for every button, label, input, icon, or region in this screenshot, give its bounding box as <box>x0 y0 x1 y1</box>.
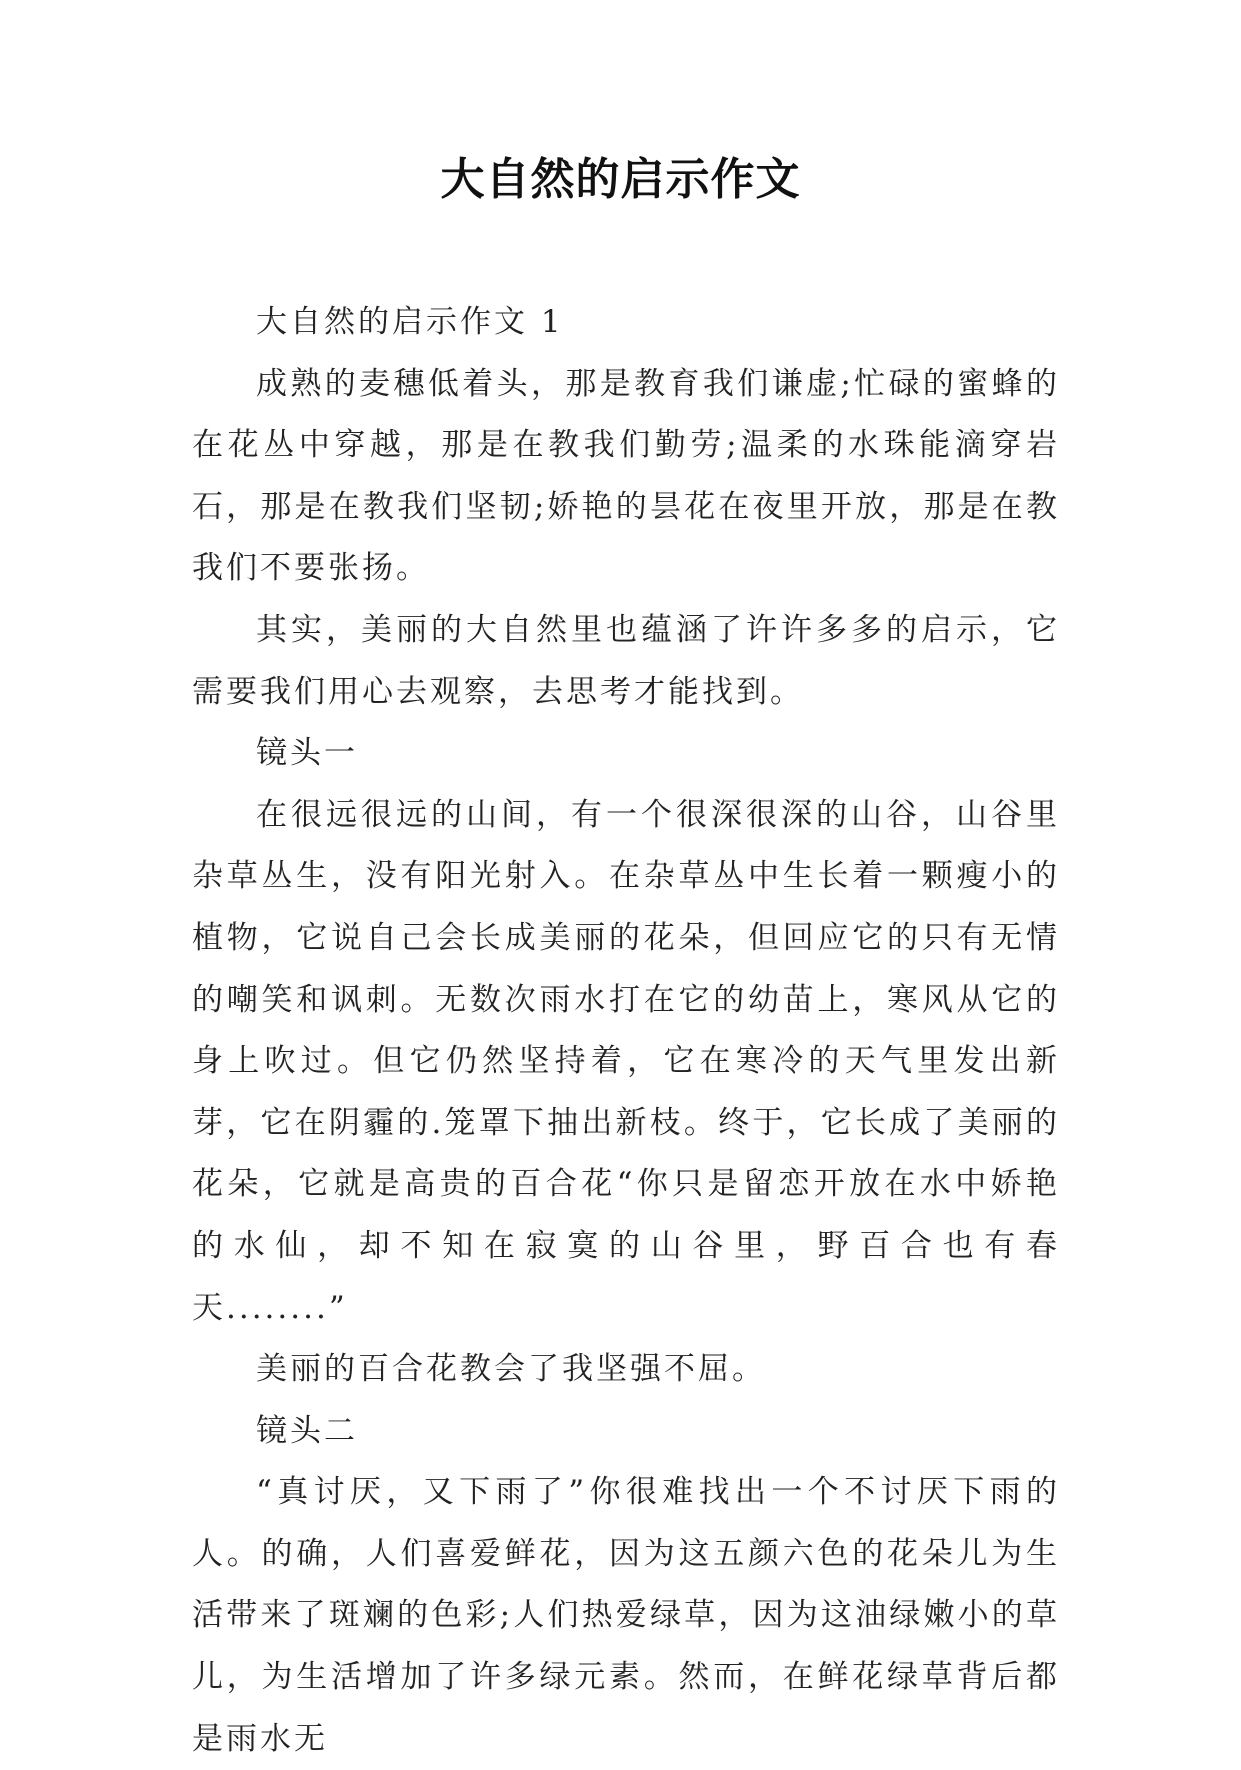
document-title: 大自然的启示作文 <box>440 154 801 205</box>
section-heading-scene-1: 镜头一 <box>256 735 358 772</box>
body-paragraph: 成熟的麦穗低着头，那是教育我们谦虚;忙碌的蜜蜂的在花丛中穿越，那是在教我们勤劳;温柔的水珠能滴穿岩石，那是在教我们坚韧;娇艳的昙花在夜里开放，那是在教我们不要张扬。 <box>192 365 1060 587</box>
body-paragraph: 其实，美丽的大自然里也蕴涵了许许多多的启示，它需要我们用心去观察，去思考才能找到。 <box>192 611 1060 710</box>
document-body <box>192 292 1060 1770</box>
section-heading-scene-2: 镜头二 <box>256 1412 358 1449</box>
body-paragraph: “真讨厌，又下雨了”你很难找出一个不讨厌下雨的人。的确，人们喜爱鲜花，因为这五颜六色的花朵儿为生活带来了斑斓的色彩;人们热爱绿草，因为这油绿嫩小的草儿，为生活增加了许多绿元素。然而，在鲜花绿草背后都是雨水无 <box>192 1474 1060 1757</box>
body-paragraph: 在很远很远的山间，有一个很深很深的山谷，山谷里杂草丛生，没有阳光射入。在杂草丛中生长着一颗瘦小的植物，它说自己会长成美丽的花朵，但回应它的只有无情的嘲笑和讽刺。无数次雨水打在它的幼苗上，寒风从它的身上吹过。但它仍然坚持着，它在寒冷的天气里发出新芽，它在阴霾的.笼罩下抽出新枝。终于，它长成了美丽的花朵，它就是高贵的百合花“你只是留恋开放在水中娇艳的水仙，却不知在寂寞的山谷里，野百合也有春天........” <box>192 796 1060 1326</box>
body-paragraph: 美丽的百合花教会了我坚强不屈。 <box>256 1351 766 1388</box>
section-heading-essay-1: 大自然的启示作文 1 <box>256 304 564 340</box>
